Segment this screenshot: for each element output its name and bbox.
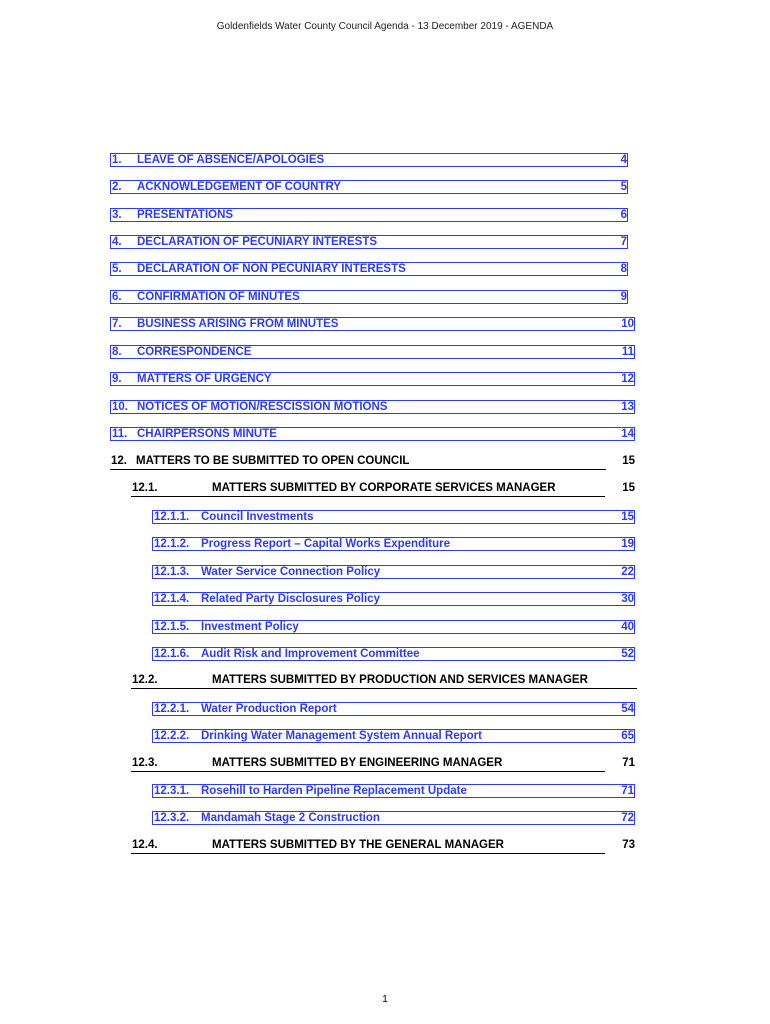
page-header: Goldenfields Water County Council Agenda - 13 December 2019 - AGENDA [216,21,554,32]
toc-item-acknowledgement[interactable]: 2. ACKNOWLEDGEMENT OF COUNTRY 5 [112,181,627,193]
toc-item-water-production[interactable]: 12.2.1. Water Production Report 54 [154,703,634,715]
toc-item-confirmation-of-minutes[interactable]: 6. CONFIRMATION OF MINUTES 9 [112,291,627,303]
toc-item-audit-risk[interactable]: 12.1.6. Audit Risk and Improvement Committee 52 [154,648,634,660]
toc-section-corporate-services: 12.1. MATTERS SUBMITTED BY CORPORATE SERVICES MANAGER 15 [131,482,635,496]
toc-item-business-arising[interactable]: 7. BUSINESS ARISING FROM MINUTES 10 [112,318,634,330]
toc-section-production-services: 12.2. MATTERS SUBMITTED BY PRODUCTION AND SERVICES MANAGER [131,674,639,688]
toc-item-pecuniary-interests[interactable]: 4. DECLARATION OF PECUNIARY INTERESTS 7 [112,236,627,248]
page-number: 1 [382,994,388,1005]
toc-item-capital-works[interactable]: 12.1.2. Progress Report – Capital Works Expenditure 19 [154,538,634,550]
toc-item-leave-of-absence[interactable]: 1. LEAVE OF ABSENCE/APOLOGIES 4 [112,154,627,166]
toc-item-correspondence[interactable]: 8. CORRESPONDENCE 11 [112,346,634,358]
toc-item-related-party[interactable]: 12.1.4. Related Party Disclosures Policy 30 [154,593,634,605]
toc-item-open-council: 12. MATTERS TO BE SUBMITTED TO OPEN COUNCIL 15 [110,455,635,469]
toc-item-notices-of-motion[interactable]: 10. NOTICES OF MOTION/RESCISSION MOTIONS 13 [112,401,634,413]
toc-item-water-service-connection[interactable]: 12.1.3. Water Service Connection Policy 22 [154,566,634,578]
toc-section-engineering: 12.3. MATTERS SUBMITTED BY ENGINEERING MANAGER 71 [131,757,635,771]
toc-item-non-pecuniary-interests[interactable]: 5. DECLARATION OF NON PECUNIARY INTERESTS 8 [112,263,627,275]
toc-item-council-investments[interactable]: 12.1.1. Council Investments 15 [154,511,634,523]
toc-item-rosehill-harden[interactable]: 12.3.1. Rosehill to Harden Pipeline Replacement Update 71 [154,785,634,797]
toc-item-chairpersons-minute[interactable]: 11. CHAIRPERSONS MINUTE 14 [112,428,634,440]
toc-item-matters-of-urgency[interactable]: 9. MATTERS OF URGENCY 12 [112,373,634,385]
toc-item-presentations[interactable]: 3. PRESENTATIONS 6 [112,209,627,221]
toc-section-general-manager: 12.4. MATTERS SUBMITTED BY THE GENERAL MANAGER 73 [131,839,635,853]
toc-item-mandamah[interactable]: 12.3.2. Mandamah Stage 2 Construction 72 [154,812,634,824]
toc-item-investment-policy[interactable]: 12.1.5. Investment Policy 40 [154,621,634,633]
toc-item-drinking-water[interactable]: 12.2.2. Drinking Water Management System Annual Report 65 [154,730,634,742]
